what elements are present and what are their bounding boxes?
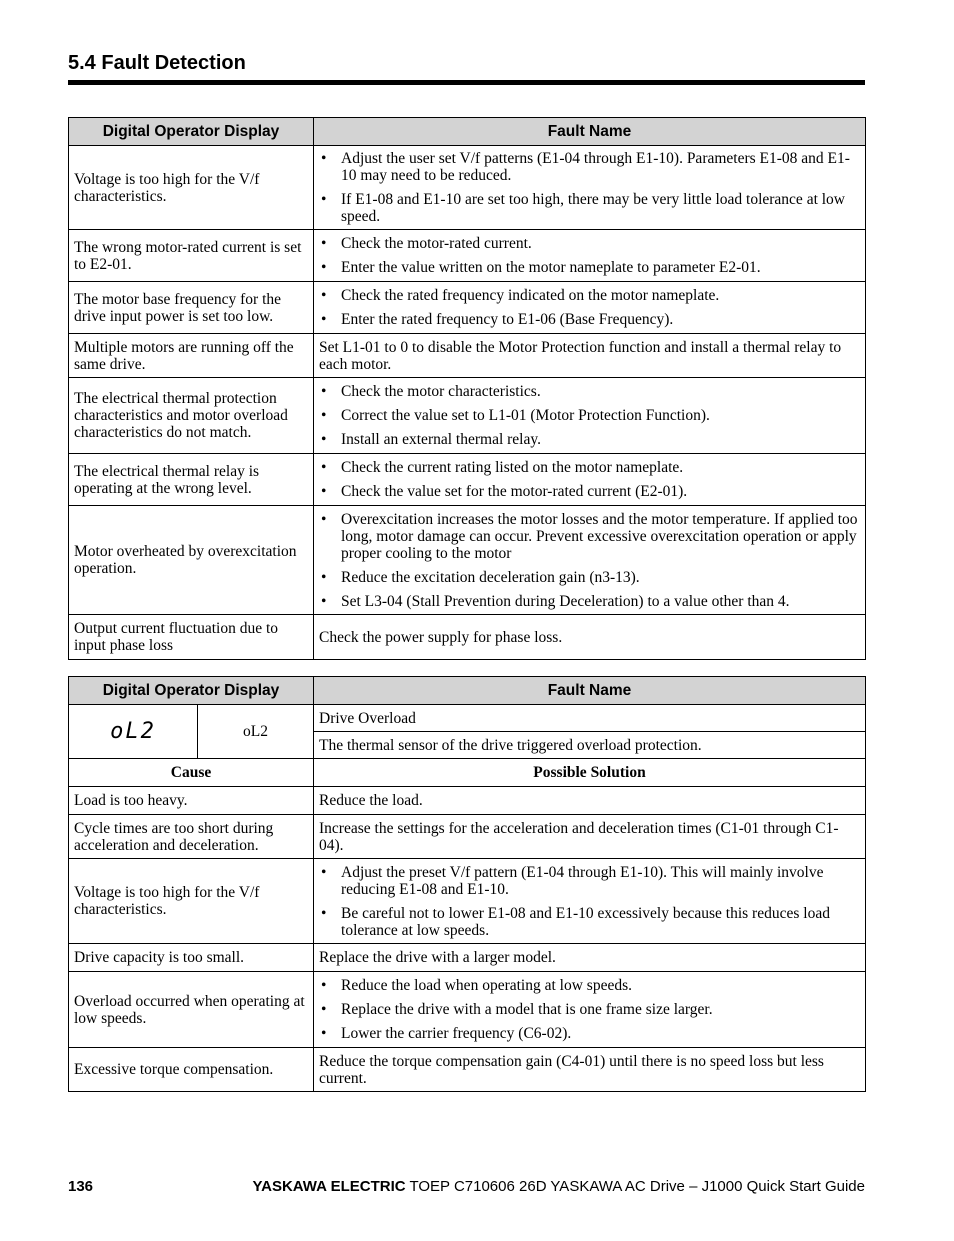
table-row [69, 230, 866, 282]
fault-table-2 [68, 676, 866, 1092]
cause-cell: Voltage is too high for the V/f characteristics. [69, 859, 314, 944]
fault-table-1 [68, 117, 866, 660]
lcd-display-glyph: oL2 [69, 705, 198, 759]
solution-bullet: • Correct the value set to L1-01 (Motor Protection Function). [319, 407, 860, 424]
subheader-possible-solution: Possible Solution [314, 759, 866, 787]
cause-cell: Motor overheated by overexcitation operation. [69, 506, 314, 615]
solution-bullet: • Set L3-04 (Stall Prevention during Deceleration) to a value other than 4. [319, 593, 860, 610]
table-row [69, 615, 866, 660]
subheader-cause: Cause [69, 759, 314, 787]
solution-bullet: • Enter the rated frequency to E1-06 (Base Frequency). [319, 311, 860, 328]
solution-bullet: • Replace the drive with a model that is one frame size larger. [319, 1001, 860, 1018]
solution-bullet: • Check the motor-rated current. [319, 235, 860, 252]
solution-bullet: • Reduce the excitation deceleration gain (n3-13). [319, 569, 860, 586]
table-row [69, 1048, 866, 1092]
solution-bullet: • If E1-08 and E1-10 are set too high, there may be very little load tolerance at low speed. [319, 191, 860, 225]
table-row [69, 282, 866, 334]
table-row [69, 454, 866, 506]
table-row [69, 146, 866, 230]
table-row [69, 506, 866, 615]
solution-cell: Replace the drive with a larger model. [314, 944, 866, 972]
table-row [69, 944, 866, 972]
cause-cell: Cycle times are too short during acceleration and deceleration. [69, 815, 314, 859]
solution-bullet: • Adjust the user set V/f patterns (E1-04 through E1-10). Parameters E1-08 and E1-10 may need to be reduced. [319, 150, 860, 184]
table-row [69, 334, 866, 378]
subheader-row [69, 759, 866, 787]
page-footer [68, 1178, 865, 1198]
footer-doc-title: TOEP C710606 26D YASKAWA AC Drive – J1000 Quick Start Guide [409, 1178, 865, 1195]
solution-cell [314, 859, 866, 944]
solution-bullet: • Be careful not to lower E1-08 and E1-10 excessively because this reduces load tolerance at low speeds. [319, 905, 860, 939]
solution-cell [314, 378, 866, 454]
cause-cell: The motor base frequency for the drive input power is set too low. [69, 282, 314, 334]
solution-cell [314, 506, 866, 615]
solution-bullet: • Reduce the load when operating at low speeds. [319, 977, 860, 994]
solution-bullet: • Check the value set for the motor-rated current (E2-01). [319, 483, 860, 500]
solution-cell [314, 454, 866, 506]
header-digital-operator-display: Digital Operator Display [69, 677, 314, 705]
cause-cell: Excessive torque compensation. [69, 1048, 314, 1092]
fault-code: oL2 [198, 705, 314, 759]
solution-bullet: • Check the motor characteristics. [319, 383, 860, 400]
fault-name-row [69, 705, 866, 732]
solution-bullet: • Adjust the preset V/f pattern (E1-04 through E1-10). This will mainly involve reducing E1-08 and E1-10. [319, 864, 860, 898]
cause-cell: The electrical thermal protection characteristics and motor overload characteristics do not match. [69, 378, 314, 454]
solution-bullet: • Install an external thermal relay. [319, 431, 860, 448]
cause-cell: Overload occurred when operating at low speeds. [69, 972, 314, 1048]
footer-brand: YASKAWA ELECTRIC [252, 1178, 406, 1195]
solution-cell: Increase the settings for the acceleration and deceleration times (C1-01 through C1-04). [314, 815, 866, 859]
table-header-row [69, 677, 866, 705]
cause-cell: Multiple motors are running off the same drive. [69, 334, 314, 378]
table-row [69, 787, 866, 815]
header-fault-name: Fault Name [314, 677, 866, 705]
cause-cell: Load is too heavy. [69, 787, 314, 815]
solution-cell [314, 282, 866, 334]
table-row [69, 815, 866, 859]
solution-cell: Reduce the torque compensation gain (C4-01) until there is no speed loss but less current. [314, 1048, 866, 1092]
solution-bullet: • Check the rated frequency indicated on the motor nameplate. [319, 287, 860, 304]
fault-description: The thermal sensor of the drive triggered overload protection. [314, 732, 866, 759]
cause-cell: The electrical thermal relay is operating at the wrong level. [69, 454, 314, 506]
solution-bullet: • Overexcitation increases the motor losses and the motor temperature. If applied too long, motor damage can occur. Prevent excessive overexcitation operation or apply proper cooling to the motor [319, 511, 860, 562]
header-fault-name: Fault Name [314, 118, 866, 146]
solution-cell: Check the power supply for phase loss. [314, 615, 866, 660]
footer-doc-info [253, 1178, 866, 1195]
solution-bullet: • Enter the value written on the motor nameplate to parameter E2-01. [319, 259, 860, 276]
fault-name: Drive Overload [314, 705, 866, 732]
solution-cell [314, 230, 866, 282]
table-row [69, 972, 866, 1048]
solution-bullet: • Check the current rating listed on the motor nameplate. [319, 459, 860, 476]
solution-cell: Reduce the load. [314, 787, 866, 815]
solution-cell: Set L1-01 to 0 to disable the Motor Protection function and install a thermal relay to each motor. [314, 334, 866, 378]
header-digital-operator-display: Digital Operator Display [69, 118, 314, 146]
cause-cell: Drive capacity is too small. [69, 944, 314, 972]
table-header-row [69, 118, 866, 146]
section-title: 5.4 Fault Detection [68, 50, 865, 85]
solution-cell [314, 972, 866, 1048]
cause-cell: Output current fluctuation due to input phase loss [69, 615, 314, 660]
cause-cell: Voltage is too high for the V/f characteristics. [69, 146, 314, 230]
page-number: 136 [68, 1178, 94, 1195]
table-row [69, 378, 866, 454]
cause-cell: The wrong motor-rated current is set to E2-01. [69, 230, 314, 282]
table-row [69, 859, 866, 944]
solution-cell [314, 146, 866, 230]
solution-bullet: • Lower the carrier frequency (C6-02). [319, 1025, 860, 1042]
